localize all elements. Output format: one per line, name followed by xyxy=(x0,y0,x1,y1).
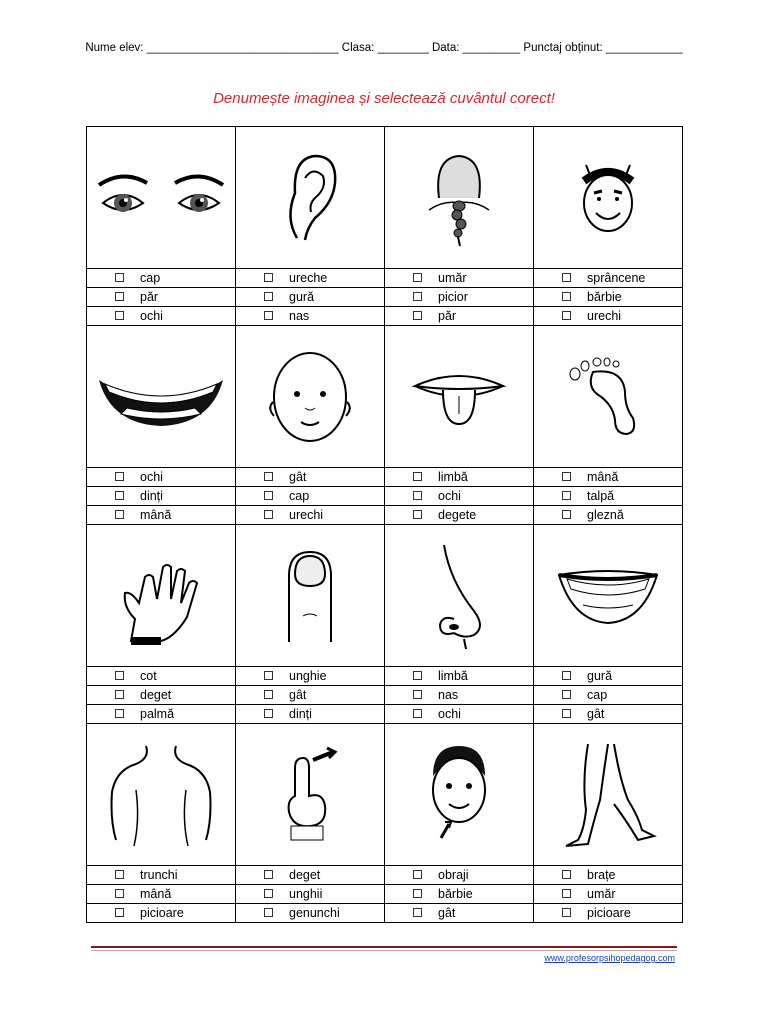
option-label: păr xyxy=(438,309,457,323)
option-cell[interactable] xyxy=(236,904,385,923)
checkbox[interactable] xyxy=(264,709,273,718)
option-label: trunchi xyxy=(140,868,178,882)
checkbox[interactable] xyxy=(264,292,273,301)
option-label: mână xyxy=(587,470,619,484)
foot-sole-icon xyxy=(534,352,682,442)
checkbox[interactable] xyxy=(562,510,571,519)
option-label: gură xyxy=(289,290,315,304)
checkbox[interactable] xyxy=(264,273,273,282)
option-cell[interactable] xyxy=(236,705,385,724)
option-cell[interactable] xyxy=(534,288,683,307)
nose-icon xyxy=(385,541,533,651)
date-field[interactable]: Data: _________ xyxy=(431,42,521,54)
eyes-icon xyxy=(87,163,235,233)
tongue-icon xyxy=(385,362,533,432)
picture-cell xyxy=(236,724,385,866)
option-label: cot xyxy=(140,669,157,683)
class-field[interactable]: Clasa: ________ xyxy=(341,42,429,54)
option-cell[interactable] xyxy=(534,468,683,487)
ear-icon xyxy=(236,148,384,248)
braid-hair-icon xyxy=(385,148,533,248)
option-label: picior xyxy=(438,290,468,304)
option-cell[interactable] xyxy=(534,269,683,288)
checkbox[interactable] xyxy=(562,671,571,680)
option-row xyxy=(87,904,683,923)
option-cell[interactable] xyxy=(236,269,385,288)
option-label: gât xyxy=(289,688,307,702)
checkbox[interactable] xyxy=(264,690,273,699)
option-cell[interactable] xyxy=(534,686,683,705)
picture-cell xyxy=(385,525,534,667)
option-cell[interactable] xyxy=(236,686,385,705)
option-label: deget xyxy=(289,868,321,882)
baby-face-icon xyxy=(236,342,384,452)
checkbox[interactable] xyxy=(264,908,273,917)
option-cell[interactable] xyxy=(385,307,534,326)
option-cell[interactable] xyxy=(87,307,236,326)
option-label: umăr xyxy=(587,887,616,901)
option-cell[interactable] xyxy=(385,667,534,686)
checkbox[interactable] xyxy=(413,311,422,320)
option-label: brațe xyxy=(587,868,616,882)
picture-cell xyxy=(87,525,236,667)
option-cell[interactable] xyxy=(236,667,385,686)
picture-cell xyxy=(87,127,236,269)
option-label: sprâncene xyxy=(587,271,646,285)
option-row xyxy=(87,705,683,724)
checkbox[interactable] xyxy=(115,292,124,301)
picture-cell xyxy=(385,724,534,866)
option-cell[interactable] xyxy=(385,269,534,288)
option-cell[interactable] xyxy=(385,904,534,923)
option-label: gură xyxy=(587,669,613,683)
checkbox[interactable] xyxy=(562,908,571,917)
option-cell[interactable] xyxy=(87,667,236,686)
option-cell[interactable] xyxy=(236,487,385,506)
pointing-finger-icon xyxy=(236,740,384,850)
option-cell[interactable] xyxy=(87,904,236,923)
option-cell[interactable] xyxy=(534,885,683,904)
option-cell[interactable] xyxy=(385,288,534,307)
option-cell[interactable] xyxy=(385,686,534,705)
worksheet-header xyxy=(0,42,768,54)
checkbox[interactable] xyxy=(264,472,273,481)
checkbox[interactable] xyxy=(562,491,571,500)
option-label: umăr xyxy=(438,271,467,285)
option-cell[interactable] xyxy=(87,288,236,307)
smile-teeth-icon xyxy=(87,362,235,432)
option-label: talpă xyxy=(587,489,615,503)
option-row xyxy=(87,686,683,705)
option-label: dinți xyxy=(289,707,312,721)
option-label: gleznă xyxy=(587,508,624,522)
image-row xyxy=(87,127,683,269)
option-cell[interactable] xyxy=(534,904,683,923)
boy-chin-icon xyxy=(385,740,533,850)
checkbox[interactable] xyxy=(115,273,124,282)
option-label: picioare xyxy=(587,906,631,920)
option-label: ochi xyxy=(140,470,163,484)
option-label: urechi xyxy=(289,508,324,522)
option-label: deget xyxy=(140,688,172,702)
checkbox[interactable] xyxy=(115,870,124,879)
picture-cell xyxy=(236,326,385,468)
option-label: obraji xyxy=(438,868,469,882)
option-label: genunchi xyxy=(289,906,340,920)
checkbox[interactable] xyxy=(562,472,571,481)
option-row xyxy=(87,307,683,326)
picture-cell xyxy=(385,326,534,468)
option-label: bărbie xyxy=(587,290,622,304)
checkbox[interactable] xyxy=(115,491,124,500)
option-cell[interactable] xyxy=(87,885,236,904)
option-label: mână xyxy=(140,508,172,522)
option-label: ochi xyxy=(438,707,461,721)
option-label: nas xyxy=(289,309,310,323)
option-cell[interactable] xyxy=(534,705,683,724)
option-label: limbă xyxy=(438,669,468,683)
footer-rule xyxy=(91,946,677,948)
picture-cell xyxy=(87,326,236,468)
picture-cell xyxy=(236,525,385,667)
option-label: degete xyxy=(438,508,477,522)
option-cell[interactable] xyxy=(87,269,236,288)
option-cell[interactable] xyxy=(385,506,534,525)
worksheet-title: Denumește imaginea și selectează cuvântul corect! xyxy=(213,90,555,107)
option-label: nas xyxy=(438,688,459,702)
torso-icon xyxy=(87,740,235,850)
option-cell[interactable] xyxy=(236,506,385,525)
option-cell[interactable] xyxy=(236,885,385,904)
checkbox[interactable] xyxy=(264,870,273,879)
checkbox[interactable] xyxy=(413,491,422,500)
checkbox[interactable] xyxy=(562,690,571,699)
picture-cell xyxy=(534,326,683,468)
option-cell[interactable] xyxy=(87,506,236,525)
checkbox[interactable] xyxy=(264,671,273,680)
picture-cell xyxy=(534,724,683,866)
option-row xyxy=(87,667,683,686)
option-cell[interactable] xyxy=(87,468,236,487)
checkbox[interactable] xyxy=(115,671,124,680)
checkbox[interactable] xyxy=(562,311,571,320)
option-cell[interactable] xyxy=(385,885,534,904)
option-row xyxy=(87,288,683,307)
checkbox[interactable] xyxy=(264,889,273,898)
option-cell[interactable] xyxy=(534,506,683,525)
option-label: mână xyxy=(140,887,172,901)
checkbox[interactable] xyxy=(562,292,571,301)
checkbox[interactable] xyxy=(413,908,422,917)
checkbox[interactable] xyxy=(413,889,422,898)
checkbox[interactable] xyxy=(115,472,124,481)
fingernail-icon xyxy=(236,546,384,646)
option-cell[interactable] xyxy=(236,307,385,326)
checkbox[interactable] xyxy=(562,709,571,718)
checkbox[interactable] xyxy=(562,889,571,898)
option-row xyxy=(87,269,683,288)
option-row xyxy=(87,506,683,525)
option-label: gât xyxy=(289,470,307,484)
option-label: cap xyxy=(289,489,310,503)
face-eyebrows-icon xyxy=(534,153,682,243)
checkbox[interactable] xyxy=(413,472,422,481)
checkbox[interactable] xyxy=(413,709,422,718)
option-label: ochi xyxy=(140,309,163,323)
checkbox[interactable] xyxy=(115,908,124,917)
checkbox[interactable] xyxy=(413,273,422,282)
option-cell[interactable] xyxy=(87,705,236,724)
picture-cell xyxy=(87,724,236,866)
checkbox[interactable] xyxy=(413,870,422,879)
option-label: palmă xyxy=(140,707,175,721)
option-label: unghie xyxy=(289,669,327,683)
option-row xyxy=(87,487,683,506)
option-cell[interactable] xyxy=(87,866,236,885)
option-label: cap xyxy=(140,271,161,285)
image-row xyxy=(87,326,683,468)
option-label: urechi xyxy=(587,309,622,323)
option-label: gât xyxy=(587,707,605,721)
checkbox[interactable] xyxy=(413,690,422,699)
student-name-field[interactable]: Nume elev: ______________________________ xyxy=(85,42,339,54)
checkbox[interactable] xyxy=(115,510,124,519)
option-label: dinți xyxy=(140,489,163,503)
checkbox[interactable] xyxy=(562,870,571,879)
option-label: ochi xyxy=(438,489,461,503)
option-cell[interactable] xyxy=(236,866,385,885)
option-cell[interactable] xyxy=(534,487,683,506)
checkbox[interactable] xyxy=(264,311,273,320)
checkbox[interactable] xyxy=(413,671,422,680)
option-cell[interactable] xyxy=(87,686,236,705)
option-cell[interactable] xyxy=(534,667,683,686)
checkbox[interactable] xyxy=(115,311,124,320)
option-cell[interactable] xyxy=(385,866,534,885)
score-field[interactable]: Punctaj obținut: ____________ xyxy=(523,42,683,54)
option-cell[interactable] xyxy=(385,705,534,724)
checkbox[interactable] xyxy=(264,510,273,519)
option-label: cap xyxy=(587,688,608,702)
option-label: bărbie xyxy=(438,887,473,901)
option-cell[interactable] xyxy=(385,487,534,506)
exercise-grid xyxy=(86,126,683,923)
picture-cell xyxy=(236,127,385,269)
picture-cell xyxy=(534,127,683,269)
open-hand-icon xyxy=(87,541,235,651)
footer-rule-thin xyxy=(91,950,677,951)
option-label: păr xyxy=(140,290,159,304)
checkbox[interactable] xyxy=(413,292,422,301)
option-cell[interactable] xyxy=(87,487,236,506)
option-label: unghii xyxy=(289,887,323,901)
option-cell[interactable] xyxy=(385,468,534,487)
option-label: picioare xyxy=(140,906,184,920)
checkbox[interactable] xyxy=(115,709,124,718)
option-label: limbă xyxy=(438,470,468,484)
option-row xyxy=(87,885,683,904)
checkbox[interactable] xyxy=(413,510,422,519)
option-cell[interactable] xyxy=(534,866,683,885)
image-row xyxy=(87,525,683,667)
option-cell[interactable] xyxy=(534,307,683,326)
checkbox[interactable] xyxy=(115,690,124,699)
checkbox[interactable] xyxy=(264,491,273,500)
image-row xyxy=(87,724,683,866)
picture-cell xyxy=(385,127,534,269)
option-cell[interactable] xyxy=(236,288,385,307)
picture-cell xyxy=(534,525,683,667)
legs-icon xyxy=(534,740,682,850)
checkbox[interactable] xyxy=(562,273,571,282)
checkbox[interactable] xyxy=(115,889,124,898)
option-label: gât xyxy=(438,906,456,920)
option-cell[interactable] xyxy=(236,468,385,487)
mouth-smile-icon xyxy=(534,561,682,631)
option-label: ureche xyxy=(289,271,328,285)
option-row xyxy=(87,468,683,487)
option-row xyxy=(87,866,683,885)
footer-link[interactable]: www.profesorpsihopedagog.com xyxy=(544,953,675,963)
